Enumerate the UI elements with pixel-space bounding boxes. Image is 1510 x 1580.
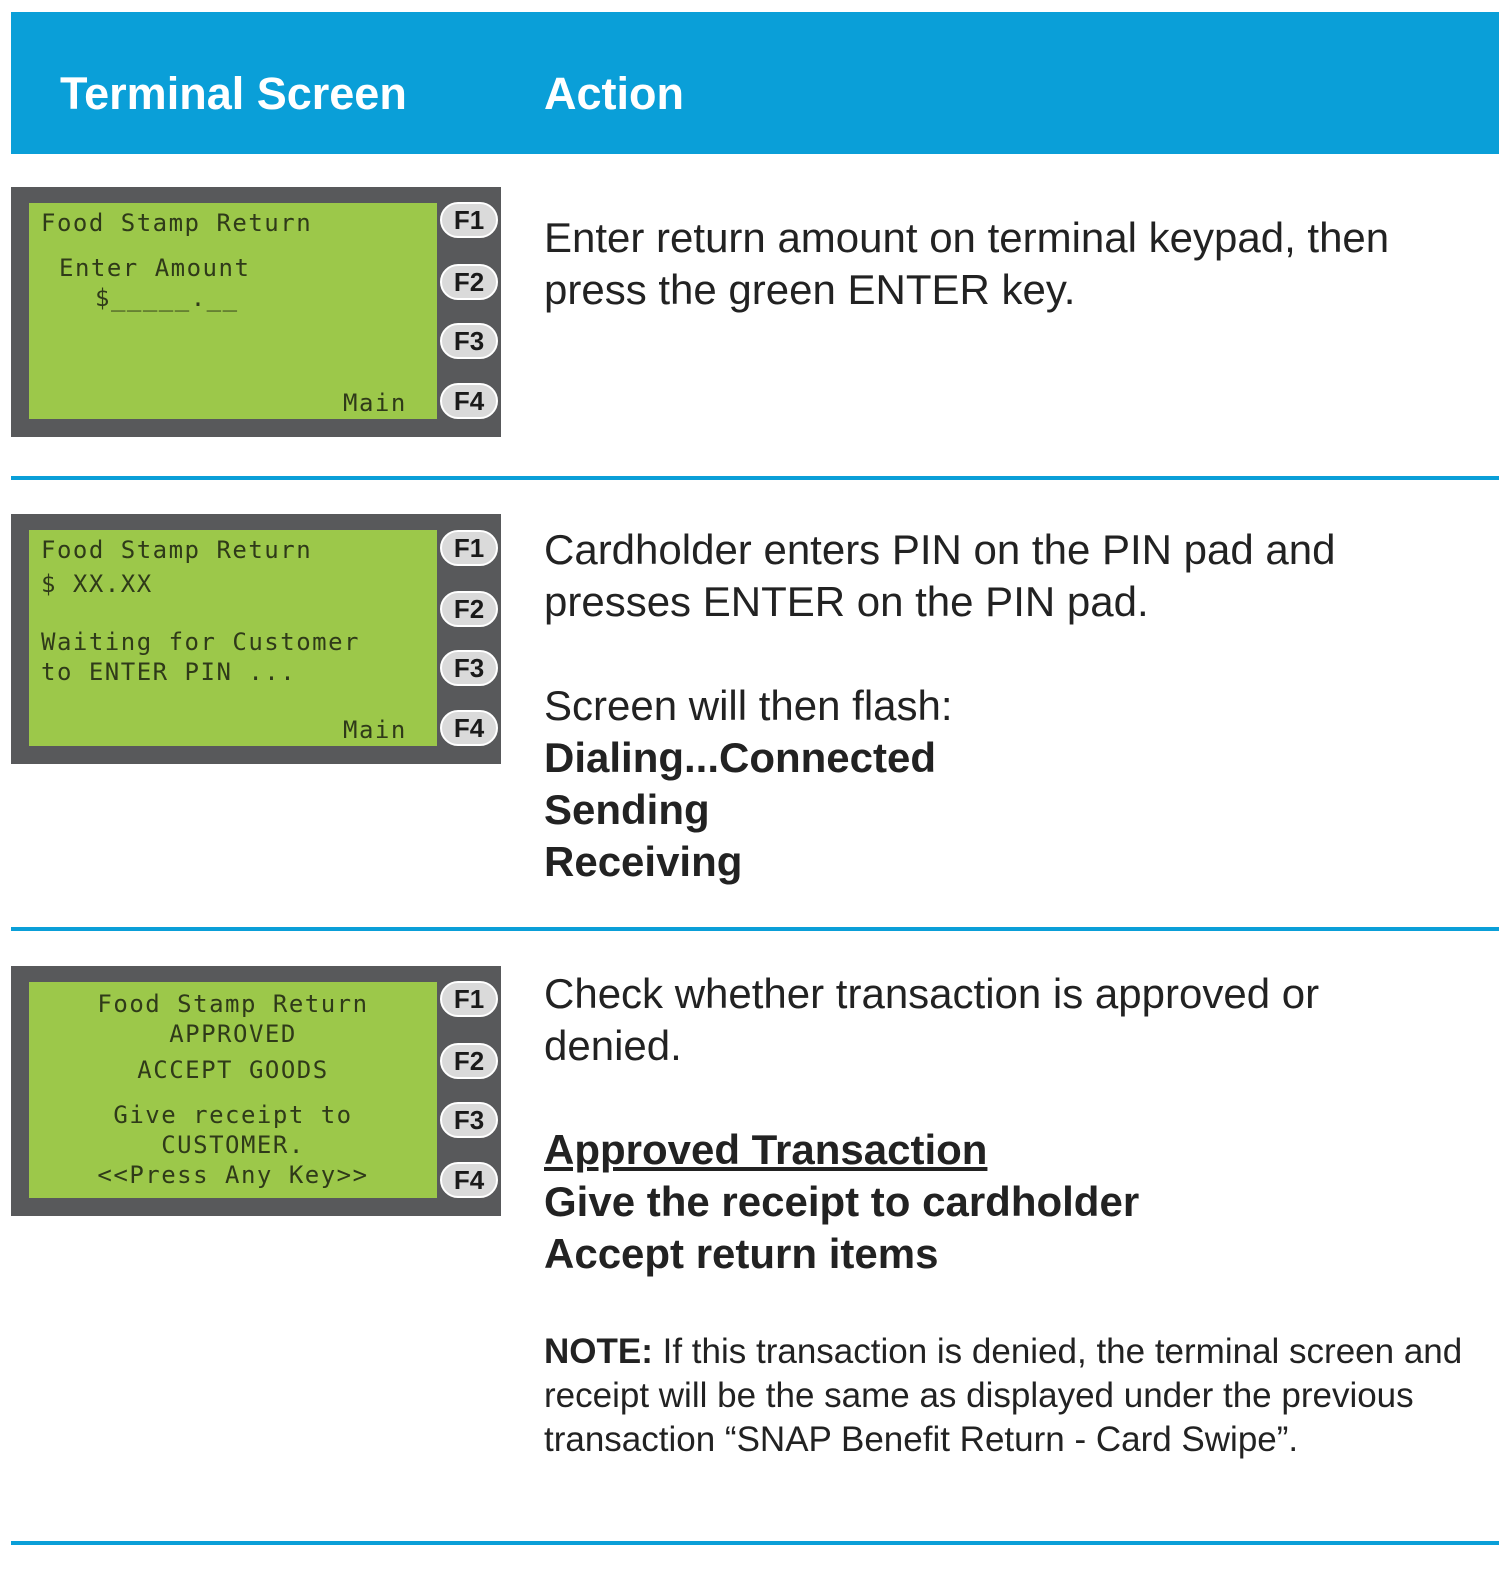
lcd-main-label: Main xyxy=(343,389,407,417)
lcd-press-any-key: <<Press Any Key>> xyxy=(97,1161,369,1189)
f4-key[interactable]: F4 xyxy=(440,1162,498,1198)
flash-item-dialing: Dialing...Connected xyxy=(544,734,937,781)
lcd-amount-field: $_____.__ xyxy=(95,284,239,312)
action-text: Cardholder enters PIN on the PIN pad and presses ENTER on the PIN pad. xyxy=(544,526,1336,625)
f4-key[interactable]: F4 xyxy=(440,383,498,419)
note-label: NOTE: xyxy=(544,1332,653,1371)
lcd-display xyxy=(29,203,437,419)
flash-item-sending: Sending xyxy=(544,786,710,833)
f2-key[interactable]: F2 xyxy=(440,591,498,627)
note-text: If this transaction is denied, the terminal screen and receipt will be the same as displayed under the previous transaction “SNAP Benefit Return - Card Swipe”. xyxy=(544,1332,1463,1459)
terminal-screen-1 xyxy=(11,187,501,437)
lcd-display xyxy=(29,982,437,1198)
header-terminal-screen: Terminal Screen xyxy=(60,68,407,119)
flash-item-receiving: Receiving xyxy=(544,838,743,885)
action-3 xyxy=(544,968,1464,1280)
f1-key[interactable]: F1 xyxy=(440,202,498,238)
terminal-screen-3 xyxy=(11,966,501,1216)
terminal-screen-2 xyxy=(11,514,501,764)
row-divider xyxy=(11,927,1499,931)
f2-key[interactable]: F2 xyxy=(440,1043,498,1079)
lcd-approved: APPROVED xyxy=(169,1020,297,1048)
approved-instruction-1: Give the receipt to cardholder xyxy=(544,1178,1140,1225)
lcd-accept-goods: ACCEPT GOODS xyxy=(137,1056,329,1084)
lcd-title: Food Stamp Return xyxy=(41,536,313,564)
f3-key[interactable]: F3 xyxy=(440,1102,498,1138)
f3-key[interactable]: F3 xyxy=(440,323,498,359)
f2-key[interactable]: F2 xyxy=(440,264,498,300)
header-action: Action xyxy=(544,68,684,119)
lcd-title: Food Stamp Return xyxy=(41,209,313,237)
lcd-prompt: Enter Amount xyxy=(59,254,251,282)
f4-key[interactable]: F4 xyxy=(440,710,498,746)
note-paragraph xyxy=(544,1330,1464,1462)
f3-key[interactable]: F3 xyxy=(440,650,498,686)
lcd-receipt-line1: Give receipt to xyxy=(113,1101,353,1129)
lcd-main-label: Main xyxy=(343,716,407,744)
approved-instruction-2: Accept return items xyxy=(544,1230,939,1277)
lcd-status-line1: Waiting for Customer xyxy=(41,628,360,656)
lcd-amount: $ XX.XX xyxy=(41,570,153,598)
flash-intro: Screen will then flash: xyxy=(544,682,953,729)
action-1 xyxy=(544,212,1464,316)
lcd-status-line2: to ENTER PIN ... xyxy=(41,658,297,686)
lcd-display xyxy=(29,530,437,746)
lcd-title: Food Stamp Return xyxy=(97,990,369,1018)
f1-key[interactable]: F1 xyxy=(440,981,498,1017)
f1-key[interactable]: F1 xyxy=(440,530,498,566)
action-text: Enter return amount on terminal keypad, then press the green ENTER key. xyxy=(544,214,1390,313)
approved-heading: Approved Transaction xyxy=(544,1126,988,1173)
row-divider xyxy=(11,1541,1499,1545)
action-text: Check whether transaction is approved or denied. xyxy=(544,970,1320,1069)
lcd-receipt-line2: CUSTOMER. xyxy=(161,1131,305,1159)
row-divider xyxy=(11,476,1499,480)
action-2 xyxy=(544,524,1464,888)
table-header xyxy=(11,12,1499,154)
